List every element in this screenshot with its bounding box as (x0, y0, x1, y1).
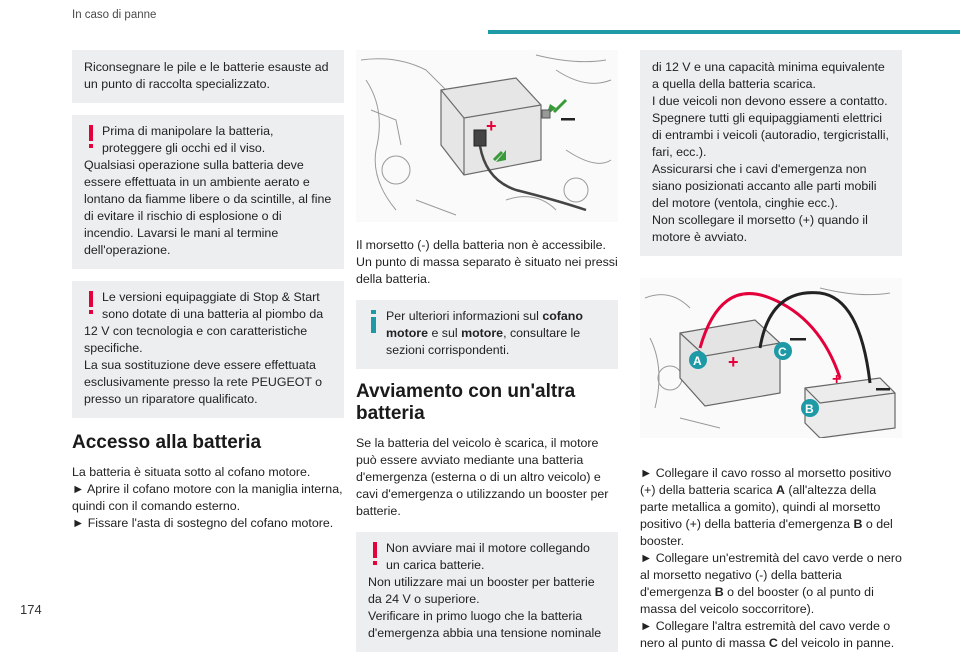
step1-b: A (776, 483, 785, 497)
stop-start-text-1: Le versioni equipaggiate di Stop & Start sono dotate di una batteria al piombo da (102, 290, 324, 321)
step1-d: B (853, 517, 863, 531)
step1-a: ► Collegare il cavo rosso al morsetto positivo (+) della batteria scarica (640, 466, 892, 497)
header-title: In caso di panne (72, 9, 157, 21)
info-link-motor: motore (461, 326, 504, 340)
warning-text-1: Prima di manipolare la batteria, proteggere gli occhi ed il viso. (102, 124, 274, 155)
warning-text-2: Qualsiasi operazione sulla batteria deve essere effettuata in un ambiente aerato e lontano da fiamme libere o da scintille, al fine di evitare il rischio di esplosione o di incendio. Lavarsi le mani al termine dell'operazione. (84, 158, 332, 257)
info-text (368, 308, 606, 359)
no-disconnect-text: Non scollegare il morsetto (+) quando il motore è avviato. (652, 213, 868, 244)
recycle-note (72, 50, 344, 103)
battery-engine-illustration (356, 50, 618, 222)
step2-a: ► Collegare un'estremità del cavo verde o nero al morsetto negativo (-) della batteria d'emergenza (640, 551, 902, 599)
info-part-c: e sul (428, 326, 462, 340)
recycle-text: Riconsegnare le pile e le batterie esauste ad un punto di raccolta specializzato. (84, 60, 329, 91)
switch-off-text: Spegnere tutti gli equipaggiamenti elettrici di entrambi i veicoli (autoradio, tergicristalli, fari, ecc.). (652, 111, 889, 159)
warning-box-handling (72, 115, 344, 269)
info-box-hood-motor (356, 300, 618, 369)
capacity-text: di 12 V e una capacità minima equivalente a quella della batteria scarica. (652, 60, 885, 91)
page-number: 174 (20, 602, 42, 617)
info-icon (370, 310, 378, 334)
column-1 (72, 50, 344, 532)
step1-e: o del booster. (640, 517, 893, 548)
step3-b: C (768, 636, 778, 650)
warning-box-charger (356, 532, 618, 652)
jump-start-cable-illustration (640, 278, 902, 438)
column-3 (640, 50, 902, 652)
section-heading-jump-start: Avviamento con un'altra batteria (356, 381, 576, 424)
jump-start-desc: Se la batteria del veicolo è scarica, il motore può essere avviato mediante una batteria d'emergenza (esterna o di un altro veicolo) e cavi d'emergenza o utilizzando un booster per batterie. (356, 436, 609, 518)
cable-position-text: Assicurarsi che i cavi d'emergenza non siano posizionati accanto alle parti mobili del motore (ventola, cinghie ecc.). (652, 162, 877, 210)
charger-warning-1: Non avviare mai il motore collegando un carica batterie. (386, 541, 590, 572)
step2-c: o del booster (o al punto di massa del veicolo soccorritore). (640, 585, 874, 616)
step3-c: del veicolo in panne. (777, 636, 895, 650)
ground-point-desc: Il morsetto (-) della batteria non è accessibile. Un punto di massa separato è situato nei pressi della batteria. (356, 238, 618, 286)
step-green-cable-2 (640, 618, 902, 652)
step3-a: ► Collegare l'altra estremità del cavo verde o nero al punto di massa (640, 619, 891, 650)
warning-box-stop-start (72, 281, 344, 418)
label-c: C (778, 345, 787, 359)
header-accent-bar (488, 30, 960, 34)
svg-text:+: + (728, 352, 739, 372)
step1-c: (all'altezza della parte metallica a gomito), quindi al morsetto positivo (+) della batteria d'emergenza (640, 483, 881, 531)
info-link-hood: cofano motore (386, 309, 583, 340)
label-b: B (805, 402, 814, 416)
warning-exclamation-icon (372, 542, 378, 566)
info-part-a: Per ulteriori informazioni sul (386, 309, 543, 323)
warning-exclamation-icon (88, 291, 94, 315)
jump-start-continued-box (640, 50, 902, 256)
step2-b: B (714, 585, 724, 599)
stop-start-text-3: La sua sostituzione deve essere effettuata esclusivamente presso la rete PEUGEOT o presso un riparatore qualificato. (84, 358, 323, 406)
step-fix-rod: ► Fissare l'asta di sostegno del cofano motore. (72, 516, 334, 530)
battery-location: La batteria è situata sotto al cofano motore. (72, 465, 311, 479)
ground-point-text (356, 237, 618, 288)
battery-access-text (72, 464, 344, 532)
jump-start-intro (356, 435, 618, 520)
svg-text:+: + (486, 116, 497, 136)
step-red-cable (640, 465, 902, 550)
step-open-hood: ► Aprire il cofano motore con la maniglia interna, quindi con il comando esterno. (72, 482, 343, 513)
label-a: A (693, 354, 702, 368)
info-part-e: , consultare le sezioni corrispondenti. (386, 326, 581, 357)
svg-text:+: + (832, 371, 842, 388)
charger-warning-3: Verificare in primo luogo che la batteria d'emergenza abbia una tensione nominale (368, 609, 602, 640)
column-2 (356, 50, 618, 664)
no-contact-text: I due veicoli non devono essere a contatto. (652, 94, 888, 108)
charger-warning-2: Non utilizzare mai un booster per batterie da 24 V o superiore. (368, 575, 595, 606)
warning-exclamation-icon (88, 125, 94, 149)
jump-start-steps (640, 465, 902, 652)
section-heading-battery-access: Accesso alla batteria (72, 432, 262, 453)
stop-start-text-2: 12 V con tecnologia e con caratteristiche specifiche. (84, 324, 308, 355)
step-green-cable-1 (640, 550, 902, 618)
